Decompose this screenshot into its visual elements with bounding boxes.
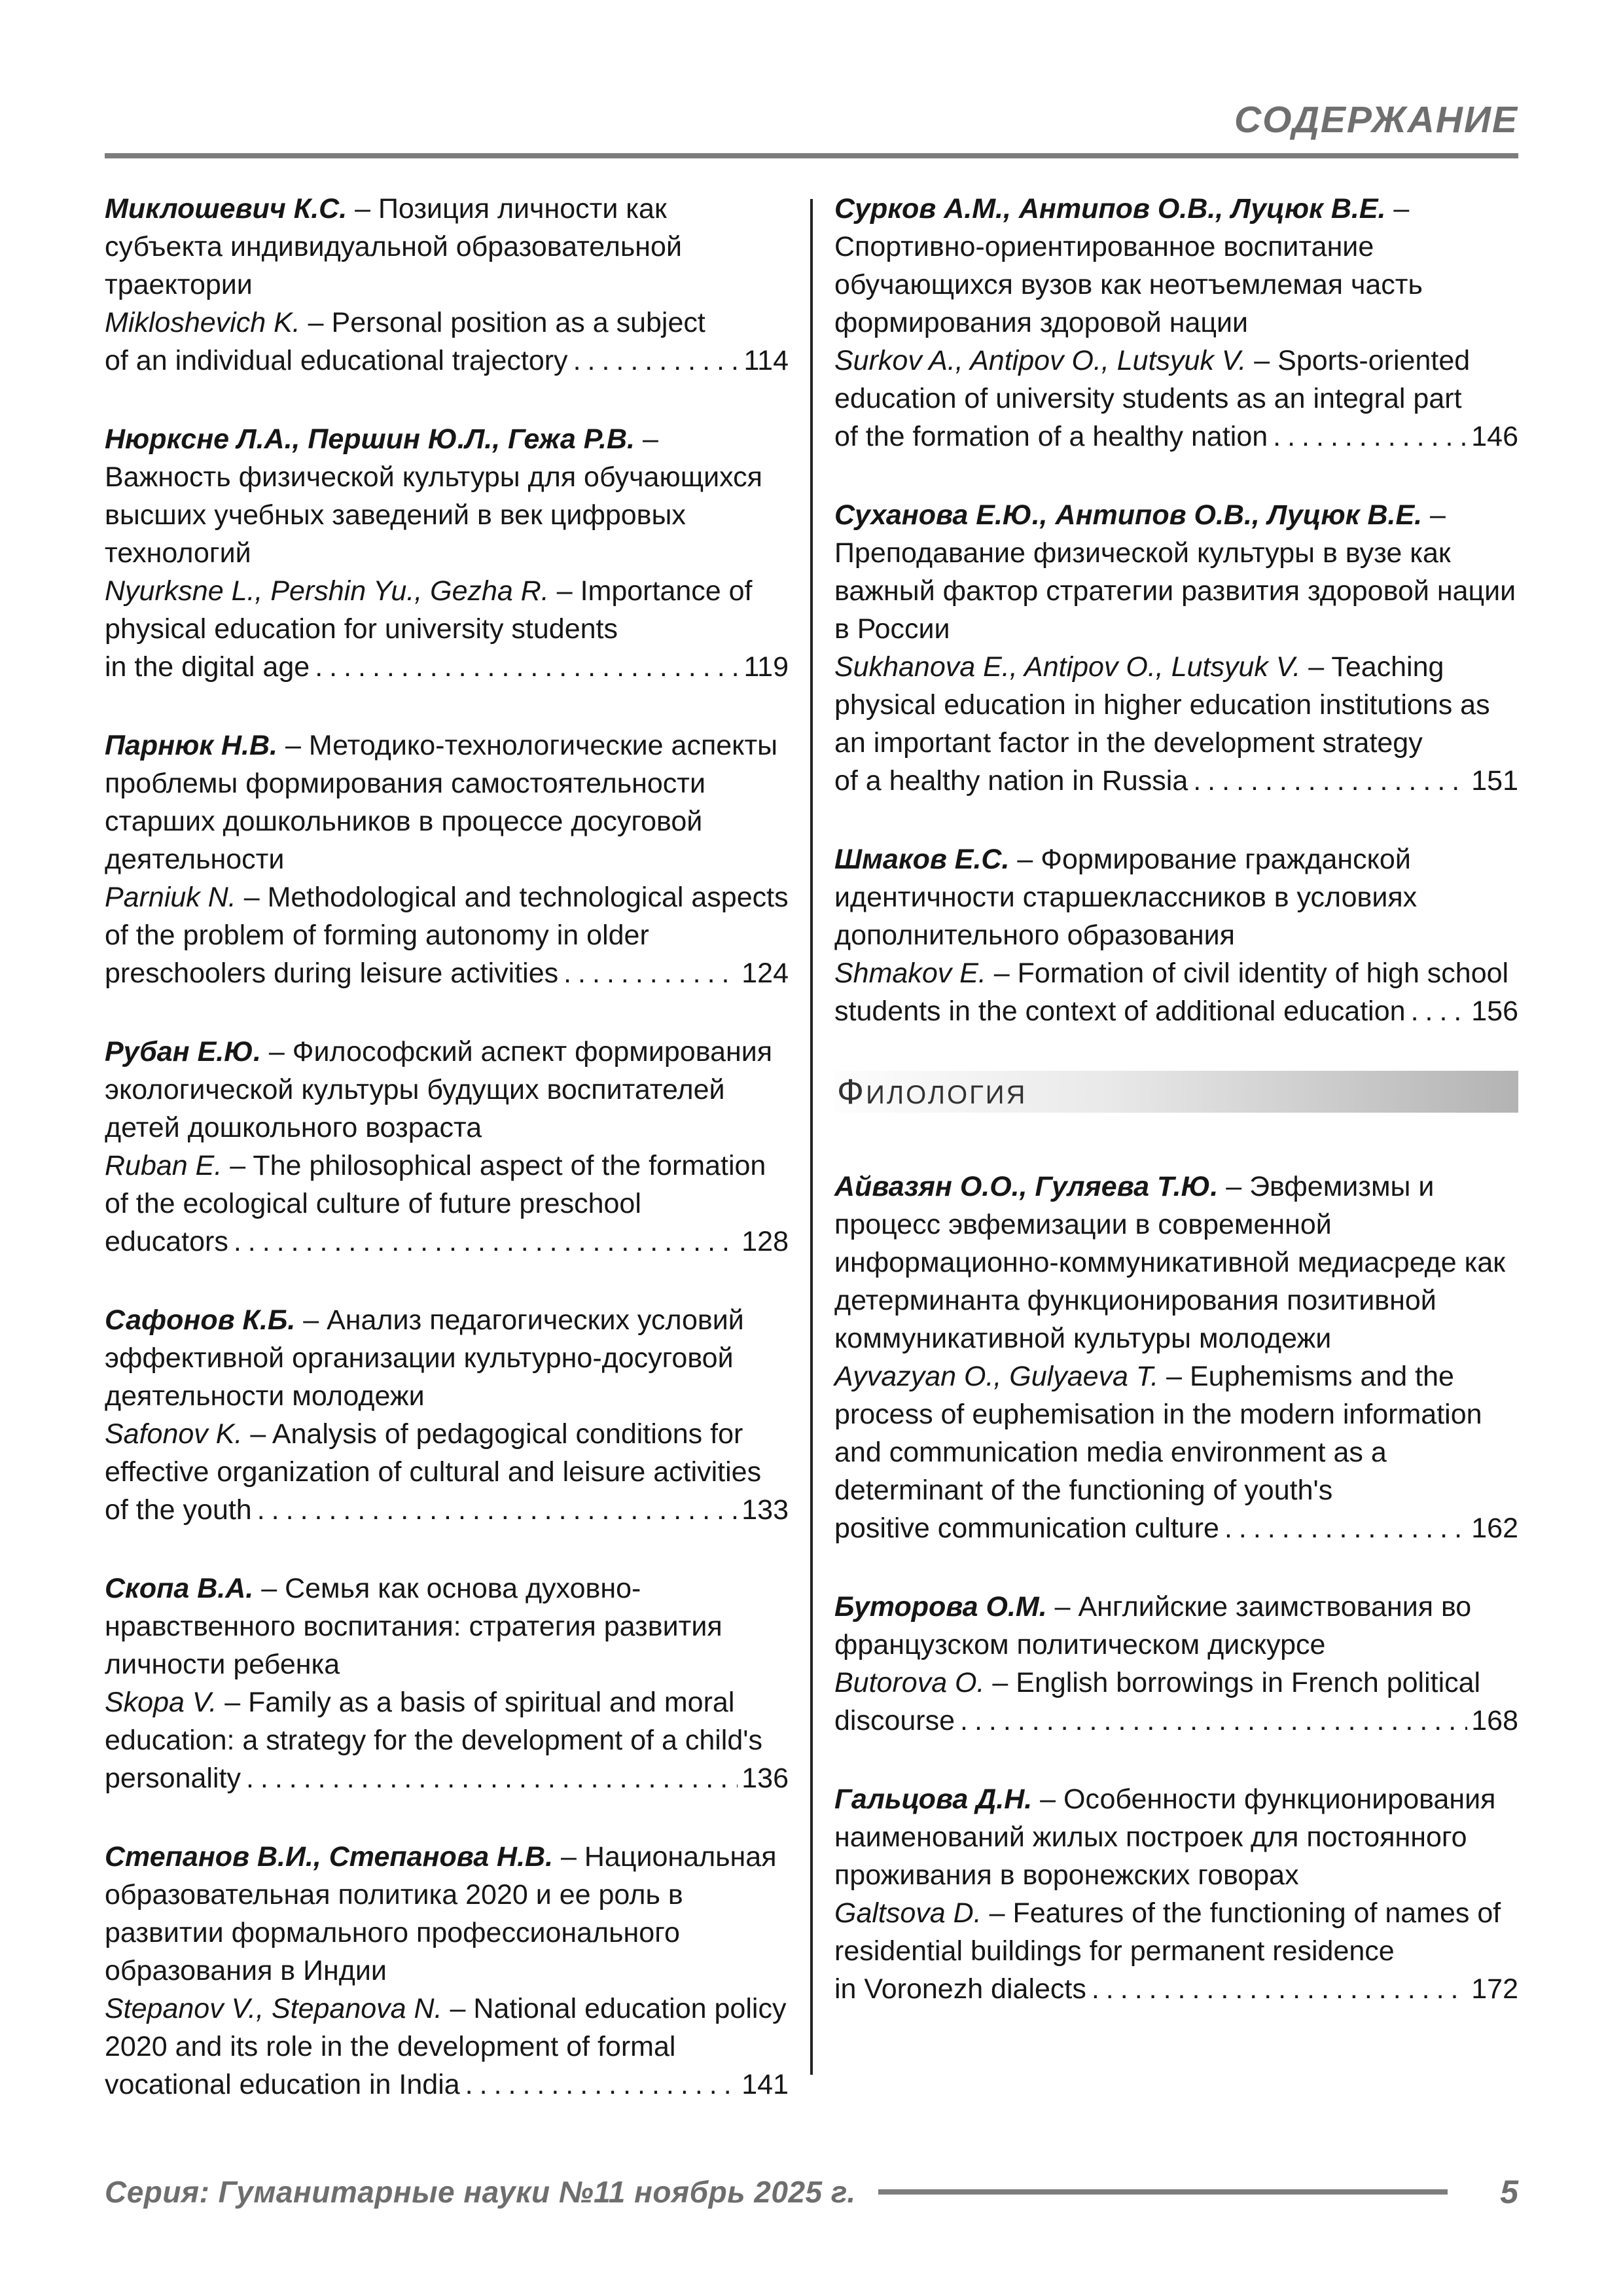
entry-authors-ru: Миклошевич К.С. — [105, 193, 348, 224]
authors-title-separator: – — [1422, 499, 1446, 531]
entry-english-text — [834, 1664, 1518, 1702]
entry-title-en: Importance of physical education for university students — [105, 575, 753, 645]
entry-russian-text — [105, 1033, 789, 1147]
entry-title-ru: Особенности функционирования наименований жилых построек для постоянного проживания в воронежских говорах — [834, 1784, 1496, 1891]
entry-title-en: National education policy 2020 and its role in the development of formal — [105, 1993, 787, 2062]
entry-page-number: 146 — [1471, 421, 1518, 452]
toc-column-right — [834, 190, 1518, 2049]
entry-english-text — [105, 1683, 789, 1759]
entry-page-number: 168 — [1471, 1705, 1518, 1736]
toc-entry — [105, 1838, 789, 2104]
entry-title-ru: Эвфемизмы и процесс эвфемизации в современной информационно-коммуникативной медиасреде как детерминанта функционирования позитивной коммуникативной культуры молодежи — [834, 1171, 1506, 1354]
authors-title-separator: – — [295, 1304, 327, 1336]
entry-page-number: 133 — [741, 1494, 789, 1526]
column-divider — [810, 199, 813, 2075]
entry-title-ru: Позиция личности как субъекта индивидуальной образовательной траектории — [105, 193, 682, 300]
entry-english-text — [834, 648, 1518, 762]
toc-entry — [834, 496, 1518, 800]
dot-leader — [1092, 1970, 1467, 2008]
toc-entry — [105, 190, 789, 380]
authors-title-separator: – — [300, 307, 332, 338]
entry-page-number: 156 — [1471, 996, 1518, 1027]
entry-last-line — [834, 1970, 1518, 2008]
section-header-philology: ФИЛОЛОГИЯ — [834, 1071, 1518, 1113]
entry-authors-en: Mikloshevich K. — [105, 307, 300, 338]
entry-title-ru: Национальная образовательная политика 2020 и ее роль в развитии формального профессионального образования в Индии — [105, 1841, 777, 1986]
toc-entry — [105, 420, 789, 686]
authors-title-separator: – — [236, 882, 268, 913]
dot-leader — [1224, 1509, 1467, 1547]
authors-title-separator: – — [1300, 651, 1332, 683]
page-number: 5 — [1500, 2174, 1518, 2210]
entry-authors-ru: Буторова О.М. — [834, 1591, 1047, 1623]
toc-entry — [105, 1570, 789, 1797]
entry-last-line — [105, 1491, 789, 1529]
entry-authors-en: Ruban E. — [105, 1150, 223, 1181]
entry-last-line — [105, 1759, 789, 1797]
authors-title-separator: – — [442, 1993, 474, 2024]
entry-authors-ru: Нюрксне Л.А., Першин Ю.Л., Гежа Р.В. — [105, 423, 635, 455]
footer-rule — [878, 2189, 1448, 2195]
entry-title-ru: Анализ педагогических условий эффективной организации культурно-досуговой деятельности молодежи — [105, 1304, 744, 1412]
authors-title-separator: – — [1218, 1171, 1250, 1202]
dot-leader — [1411, 992, 1468, 1030]
entry-authors-en: Parniuk N. — [105, 882, 236, 913]
authors-title-separator: – — [1385, 193, 1410, 224]
entry-page-number: 128 — [741, 1226, 789, 1257]
entry-russian-text — [834, 190, 1518, 342]
toc-entry — [834, 1588, 1518, 1740]
toc-entry — [105, 1033, 789, 1261]
toc-columns — [105, 190, 1518, 2173]
entry-english-text — [105, 1147, 789, 1223]
authors-title-separator: – — [553, 1841, 584, 1873]
entry-title-ru: Методико-технологические аспекты проблемы формирования самостоятельности старших дошкольников в процессе досуговой деятельности — [105, 730, 778, 875]
authors-title-separator: – — [217, 1687, 249, 1718]
entry-russian-text — [105, 1838, 789, 1990]
entry-last-line — [834, 1702, 1518, 1740]
entry-last-line — [834, 762, 1518, 800]
authors-title-separator: – — [1032, 1784, 1064, 1815]
entry-title-tail: of a healthy nation in Russia — [834, 765, 1188, 797]
dot-leader — [234, 1223, 738, 1261]
entry-title-en: Family as a basis of spiritual and moral education: a strategy for the development of a child's — [105, 1687, 762, 1756]
entry-page-number: 119 — [743, 651, 789, 683]
toc-column-left — [105, 190, 789, 2144]
entry-russian-text — [105, 420, 789, 572]
entry-russian-text — [834, 496, 1518, 648]
entry-title-tail: in Voronezh dialects — [834, 1973, 1086, 2005]
entry-title-en: Euphemisms and the process of euphemisation in the modern information and communication media environment as a determinant of the functioning of youth's — [834, 1361, 1482, 1506]
entry-authors-ru: Сурков А.М., Антипов О.В., Луцюк В.Е. — [834, 193, 1386, 224]
entry-authors-en: Galtsova D. — [834, 1897, 982, 1929]
entry-authors-ru: Айвазян О.О., Гуляева Т.Ю. — [834, 1171, 1219, 1202]
entry-title-en: Sports-oriented education of university students as an integral part — [834, 345, 1471, 414]
dot-leader — [257, 1491, 738, 1529]
entry-english-text — [834, 342, 1518, 418]
toc-right-top — [834, 190, 1518, 1030]
entry-authors-ru: Степанов В.И., Степанова Н.В. — [105, 1841, 554, 1873]
entry-title-tail: of the youth — [105, 1494, 252, 1526]
entry-title-tail: vocational education in India — [105, 2069, 460, 2100]
authors-title-separator: – — [981, 1897, 1013, 1929]
dot-leader — [465, 2066, 738, 2104]
page-header — [105, 98, 1518, 158]
entry-authors-en: Shmakov E. — [834, 958, 986, 989]
entry-english-text — [105, 1990, 789, 2066]
authors-title-separator: – — [1046, 1591, 1079, 1623]
authors-title-separator: – — [1246, 345, 1278, 376]
toc-entry — [834, 840, 1518, 1030]
entry-english-text — [105, 304, 789, 342]
entry-title-ru: Философский аспект формирования экологической культуры будущих воспитателей детей дошкольного возраста — [105, 1036, 773, 1143]
authors-title-separator: – — [1009, 844, 1041, 875]
authors-title-separator: – — [260, 1036, 293, 1067]
entry-title-en: Methodological and technological aspects of the problem of forming autonomy in older — [105, 882, 789, 951]
entry-authors-en: Surkov A., Antipov O., Lutsyuk V. — [834, 345, 1247, 376]
entry-page-number: 151 — [1471, 765, 1518, 797]
entry-english-text — [834, 954, 1518, 992]
entry-last-line — [834, 418, 1518, 456]
entry-english-text — [834, 1357, 1518, 1509]
dot-leader — [1273, 418, 1467, 456]
entry-authors-ru: Гальцова Д.Н. — [834, 1784, 1033, 1815]
entry-title-en: Formation of civil identity of high school — [1017, 958, 1509, 989]
entry-page-number: 141 — [741, 2069, 789, 2100]
authors-title-separator: – — [984, 1667, 1016, 1698]
dot-leader — [1193, 762, 1467, 800]
entry-last-line — [105, 1223, 789, 1261]
entry-title-tail: positive communication culture — [834, 1513, 1219, 1544]
entry-title-tail: in the digital age — [105, 651, 310, 683]
entry-title-en: Personal position as a subject — [331, 307, 705, 338]
entry-title-en: English borrowings in French political — [1016, 1667, 1481, 1698]
entry-russian-text — [105, 1301, 789, 1415]
entry-title-tail: of the formation of a healthy nation — [834, 421, 1268, 452]
entry-title-ru: Спортивно-ориентированное воспитание обучающихся вузов как неотъемлемая часть формирования здоровой нации — [834, 231, 1423, 338]
entry-english-text — [105, 878, 789, 954]
toc-entry — [105, 726, 789, 992]
entry-title-en: Teaching physical education in higher education institutions as an important factor in the development strategy — [834, 651, 1490, 759]
entry-authors-en: Nyurksne L., Pershin Yu., Gezha R. — [105, 575, 549, 607]
toc-entry — [834, 190, 1518, 456]
entry-page-number: 136 — [741, 1763, 789, 1794]
entry-authors-en: Butorova O. — [834, 1667, 985, 1698]
authors-title-separator: – — [242, 1418, 272, 1450]
dot-leader — [246, 1759, 738, 1797]
entry-title-en: Features of the functioning of names of residential buildings for permanent residence — [834, 1897, 1501, 1967]
entry-english-text — [834, 1894, 1518, 1970]
entry-russian-text — [834, 1780, 1518, 1894]
entry-russian-text — [105, 1570, 789, 1683]
entry-authors-ru: Шмаков Е.С. — [834, 844, 1010, 875]
authors-title-separator: – — [1158, 1361, 1190, 1392]
dot-leader — [573, 342, 740, 380]
entry-title-ru: Семья как основа духовно-нравственного воспитания: стратегия развития личности ребенка — [105, 1573, 722, 1680]
entry-last-line — [105, 2066, 789, 2104]
authors-title-separator: – — [986, 958, 1018, 989]
entry-title-tail: of an individual educational trajectory — [105, 345, 568, 376]
entry-russian-text — [105, 190, 789, 304]
dot-leader — [563, 954, 738, 992]
authors-title-separator: – — [277, 730, 309, 761]
entry-title-ru: Важность физической культуры для обучающихся высших учебных заведений в век цифровых технологий — [105, 461, 762, 569]
dot-leader — [315, 648, 740, 686]
entry-page-number: 162 — [1471, 1513, 1518, 1544]
page-footer — [105, 2173, 1518, 2211]
entry-title-en: Analysis of pedagogical conditions for effective organization of cultural and leisure activities — [105, 1418, 762, 1488]
dot-leader — [960, 1702, 1467, 1740]
authors-title-separator: – — [548, 575, 580, 607]
toc-right-bottom — [834, 1168, 1518, 2008]
entry-last-line — [105, 648, 789, 686]
entry-russian-text — [834, 840, 1518, 954]
entry-authors-ru: Парнюк Н.В. — [105, 730, 278, 761]
authors-title-separator: – — [222, 1150, 253, 1181]
entry-authors-ru: Рубан Е.Ю. — [105, 1036, 261, 1067]
entry-last-line — [105, 342, 789, 380]
entry-authors-ru: Суханова Е.Ю., Антипов О.В., Луцюк В.Е. — [834, 499, 1423, 531]
entry-page-number: 114 — [743, 345, 789, 376]
toc-entry — [105, 1301, 789, 1529]
entry-authors-ru: Скопа В.А. — [105, 1573, 254, 1604]
entry-title-tail: students in the context of additional education — [834, 996, 1406, 1027]
entry-title-tail: personality — [105, 1763, 241, 1794]
entry-page-number: 124 — [741, 958, 789, 989]
toc-entry — [834, 1168, 1518, 1547]
entry-title-en: The philosophical aspect of the formation of the ecological culture of future preschool — [105, 1150, 766, 1219]
authors-title-separator: – — [253, 1573, 285, 1604]
entry-authors-en: Sukhanova E., Antipov O., Lutsyuk V. — [834, 651, 1301, 683]
entry-title-tail: preschoolers during leisure activities — [105, 958, 559, 989]
entry-page-number: 172 — [1471, 1973, 1518, 2005]
authors-title-separator: – — [635, 423, 658, 455]
entry-authors-en: Safonov K. — [105, 1418, 243, 1450]
entry-last-line — [834, 992, 1518, 1030]
entry-russian-text — [834, 1588, 1518, 1664]
entry-authors-en: Skopa V. — [105, 1687, 217, 1718]
footer-series: Серия: Гуманитарные науки №11 ноябрь 2025 г. — [105, 2175, 856, 2209]
entry-english-text — [105, 572, 789, 648]
entry-title-tail: discourse — [834, 1705, 955, 1736]
page-title: СОДЕРЖАНИЕ — [1234, 99, 1518, 141]
entry-authors-en: Ayvazyan O., Gulyaeva T. — [834, 1361, 1159, 1392]
entry-last-line — [834, 1509, 1518, 1547]
entry-authors-en: Stepanov V., Stepanova N. — [105, 1993, 442, 2024]
entry-title-tail: educators — [105, 1226, 228, 1257]
authors-title-separator: – — [347, 193, 378, 224]
entry-authors-ru: Сафонов К.Б. — [105, 1304, 296, 1336]
entry-russian-text — [834, 1168, 1518, 1357]
toc-entry — [834, 1780, 1518, 2008]
entry-russian-text — [105, 726, 789, 878]
entry-title-ru: Формирование гражданской идентичности старшеклассников в условиях дополнительного образования — [834, 844, 1418, 951]
entry-english-text — [105, 1415, 789, 1491]
entry-title-ru: Преподавание физической культуры в вузе как важный фактор стратегии развития здоровой нации в России — [834, 537, 1516, 645]
entry-title-ru: Английские заимствования во французском политическом дискурсе — [834, 1591, 1472, 1660]
entry-last-line — [105, 954, 789, 992]
header-rule — [105, 153, 1518, 158]
